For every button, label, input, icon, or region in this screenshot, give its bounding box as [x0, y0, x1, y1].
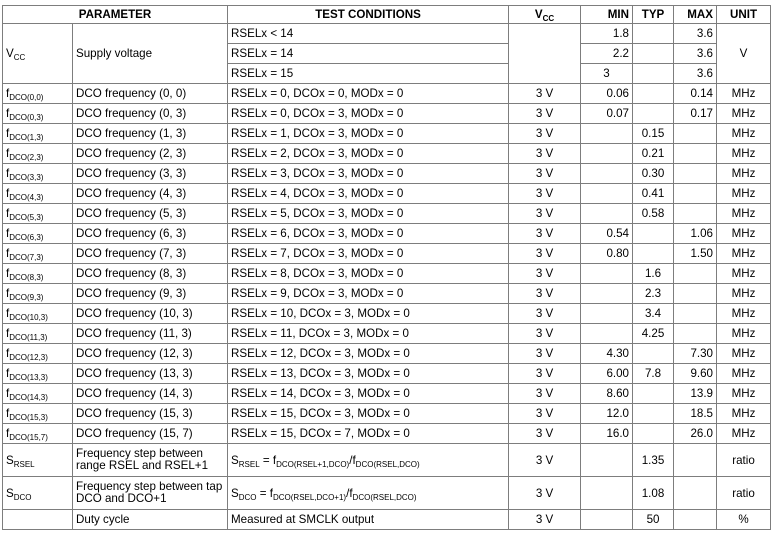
- dco-unit-cell: MHz: [717, 264, 771, 284]
- header-min: MIN: [581, 6, 633, 24]
- dco-symbol-cell: $f_{DCO(13,3)}$: [3, 364, 73, 384]
- vcc-condition-1: RSELx < 14: [228, 24, 509, 44]
- dco-vcc-cell: 3 V: [509, 164, 581, 184]
- dco-max-cell: [674, 324, 717, 344]
- dco-unit-cell: MHz: [717, 284, 771, 304]
- dco-typ-cell: 1.6: [633, 264, 674, 284]
- dco-vcc-cell: 3 V: [509, 144, 581, 164]
- dco-conditions-cell: RSELx = 15, DCOx = 3, MODx = 0: [228, 404, 509, 424]
- dco-unit-cell: MHz: [717, 244, 771, 264]
- dco-parameter-cell: DCO frequency (2, 3): [73, 144, 228, 164]
- dco-vcc-cell: 3 V: [509, 244, 581, 264]
- header-typ: TYP: [633, 6, 674, 24]
- srsel-row: [3, 444, 771, 477]
- duty-min: [581, 510, 633, 530]
- dco-conditions-cell: RSELx = 6, DCOx = 3, MODx = 0: [228, 224, 509, 244]
- dco-symbol-cell: $f_{DCO(11,3)}$: [3, 324, 73, 344]
- dco-min-cell: [581, 144, 633, 164]
- dco-row: [3, 364, 771, 384]
- srsel-condition: $S_{RSEL} = f_{DCO(RSEL+1,DCO)}/f_{DCO(RSEL,DCO)}$: [228, 444, 509, 477]
- dco-parameter-cell: DCO frequency (15, 7): [73, 424, 228, 444]
- dco-unit-cell: MHz: [717, 224, 771, 244]
- sdco-unit: ratio: [717, 477, 771, 510]
- vcc-typ-2: [633, 44, 674, 64]
- dco-unit-cell: MHz: [717, 304, 771, 324]
- vcc-row-1: [3, 24, 771, 44]
- dco-max-cell: 9.60: [674, 364, 717, 384]
- dco-min-cell: 16.0: [581, 424, 633, 444]
- dco-min-cell: [581, 284, 633, 304]
- vcc-max-1: 3.6: [674, 24, 717, 44]
- dco-parameter-cell: DCO frequency (9, 3): [73, 284, 228, 304]
- duty-parameter: Duty cycle: [73, 510, 228, 530]
- dco-typ-cell: 0.30: [633, 164, 674, 184]
- dco-max-cell: [674, 124, 717, 144]
- dco-conditions-cell: RSELx = 14, DCOx = 3, MODx = 0: [228, 384, 509, 404]
- dco-symbol-cell: $f_{DCO(3,3)}$: [3, 164, 73, 184]
- sdco-condition: $S_{DCO} = f_{DCO(RSEL,DCO+1)}/f_{DCO(RSEL,DCO)}$: [228, 477, 509, 510]
- dco-vcc-cell: 3 V: [509, 424, 581, 444]
- srsel-typ: 1.35: [633, 444, 674, 477]
- dco-max-cell: 18.5: [674, 404, 717, 424]
- dco-vcc-cell: 3 V: [509, 304, 581, 324]
- dco-symbol-cell: $f_{DCO(5,3)}$: [3, 204, 73, 224]
- dco-max-cell: [674, 284, 717, 304]
- dco-min-cell: 0.06: [581, 84, 633, 104]
- dco-conditions-cell: RSELx = 10, DCOx = 3, MODx = 0: [228, 304, 509, 324]
- vcc-unit: V: [717, 24, 771, 84]
- dco-row: [3, 204, 771, 224]
- dco-min-cell: [581, 164, 633, 184]
- dco-parameter-cell: DCO frequency (6, 3): [73, 224, 228, 244]
- sdco-vcc: 3 V: [509, 477, 581, 510]
- dco-vcc-cell: 3 V: [509, 344, 581, 364]
- dco-conditions-cell: RSELx = 2, DCOx = 3, MODx = 0: [228, 144, 509, 164]
- dco-symbol-cell: $f_{DCO(0,0)}$: [3, 84, 73, 104]
- dco-min-cell: 8.60: [581, 384, 633, 404]
- dco-symbol-cell: $f_{DCO(8,3)}$: [3, 264, 73, 284]
- dco-symbol-cell: $f_{DCO(10,3)}$: [3, 304, 73, 324]
- dco-min-cell: 4.30: [581, 344, 633, 364]
- vcc-condition-2: RSELx = 14: [228, 44, 509, 64]
- dco-symbol-cell: $f_{DCO(9,3)}$: [3, 284, 73, 304]
- dco-parameter-cell: DCO frequency (1, 3): [73, 124, 228, 144]
- dco-symbol-cell: $f_{DCO(15,7)}$: [3, 424, 73, 444]
- srsel-vcc: 3 V: [509, 444, 581, 477]
- dco-conditions-cell: RSELx = 11, DCOx = 3, MODx = 0: [228, 324, 509, 344]
- dco-max-cell: [674, 164, 717, 184]
- dco-row: [3, 104, 771, 124]
- srsel-max: [674, 444, 717, 477]
- dco-typ-cell: [633, 244, 674, 264]
- vcc-symbol: $V_{CC}$: [3, 24, 73, 84]
- vcc-parameter: Supply voltage: [73, 24, 228, 84]
- dco-unit-cell: MHz: [717, 124, 771, 144]
- dco-vcc-cell: 3 V: [509, 84, 581, 104]
- dco-unit-cell: MHz: [717, 324, 771, 344]
- dco-vcc-cell: 3 V: [509, 204, 581, 224]
- dco-max-cell: [674, 264, 717, 284]
- duty-max: [674, 510, 717, 530]
- dco-vcc-cell: 3 V: [509, 104, 581, 124]
- dco-unit-cell: MHz: [717, 164, 771, 184]
- dco-typ-cell: [633, 384, 674, 404]
- vcc-max-3: 3.6: [674, 64, 717, 84]
- dco-symbol-cell: $f_{DCO(0,3)}$: [3, 104, 73, 124]
- header-row: [3, 6, 771, 24]
- dco-min-cell: [581, 204, 633, 224]
- srsel-parameter: Frequency step between range RSEL and RSEL+1: [73, 444, 228, 477]
- dco-max-cell: 1.50: [674, 244, 717, 264]
- dco-typ-cell: 0.41: [633, 184, 674, 204]
- dco-symbol-cell: $f_{DCO(7,3)}$: [3, 244, 73, 264]
- duty-typ: 50: [633, 510, 674, 530]
- dco-unit-cell: MHz: [717, 104, 771, 124]
- dco-unit-cell: MHz: [717, 424, 771, 444]
- dco-vcc-cell: 3 V: [509, 184, 581, 204]
- sdco-max: [674, 477, 717, 510]
- dco-typ-cell: 0.15: [633, 124, 674, 144]
- dco-conditions-cell: RSELx = 9, DCOx = 3, MODx = 0: [228, 284, 509, 304]
- dco-parameter-cell: DCO frequency (0, 0): [73, 84, 228, 104]
- dco-row: [3, 384, 771, 404]
- dco-unit-cell: MHz: [717, 364, 771, 384]
- duty-condition: Measured at SMCLK output: [228, 510, 509, 530]
- dco-max-cell: [674, 144, 717, 164]
- dco-unit-cell: MHz: [717, 404, 771, 424]
- sdco-parameter: Frequency step between tap DCO and DCO+1: [73, 477, 228, 510]
- sdco-min: [581, 477, 633, 510]
- vcc-typ-3: [633, 64, 674, 84]
- dco-typ-cell: [633, 224, 674, 244]
- dco-conditions-cell: RSELx = 13, DCOx = 3, MODx = 0: [228, 364, 509, 384]
- dco-typ-cell: [633, 404, 674, 424]
- dco-typ-cell: [633, 424, 674, 444]
- sdco-typ: 1.08: [633, 477, 674, 510]
- sdco-row: [3, 477, 771, 510]
- dco-symbol-cell: $f_{DCO(2,3)}$: [3, 144, 73, 164]
- dco-min-cell: [581, 324, 633, 344]
- dco-min-cell: [581, 264, 633, 284]
- srsel-min: [581, 444, 633, 477]
- dco-row: [3, 124, 771, 144]
- dco-typ-cell: [633, 84, 674, 104]
- dco-typ-cell: 0.21: [633, 144, 674, 164]
- dco-parameter-cell: DCO frequency (3, 3): [73, 164, 228, 184]
- dco-conditions-cell: RSELx = 3, DCOx = 3, MODx = 0: [228, 164, 509, 184]
- dco-conditions-cell: RSELx = 8, DCOx = 3, MODx = 0: [228, 264, 509, 284]
- dco-min-cell: 0.54: [581, 224, 633, 244]
- dco-parameter-cell: DCO frequency (5, 3): [73, 204, 228, 224]
- dco-row: [3, 224, 771, 244]
- dco-vcc-cell: 3 V: [509, 404, 581, 424]
- dco-parameter-cell: DCO frequency (10, 3): [73, 304, 228, 324]
- dco-max-cell: 13.9: [674, 384, 717, 404]
- vcc-vcc-cell: [509, 24, 581, 84]
- srsel-unit: ratio: [717, 444, 771, 477]
- dco-vcc-cell: 3 V: [509, 324, 581, 344]
- dco-typ-cell: 7.8: [633, 364, 674, 384]
- dco-max-cell: 0.14: [674, 84, 717, 104]
- dco-max-cell: 1.06: [674, 224, 717, 244]
- duty-symbol: [3, 510, 73, 530]
- dco-symbol-cell: $f_{DCO(4,3)}$: [3, 184, 73, 204]
- dco-conditions-cell: RSELx = 0, DCOx = 3, MODx = 0: [228, 104, 509, 124]
- vcc-min-1: 1.8: [581, 24, 633, 44]
- dco-parameter-cell: DCO frequency (11, 3): [73, 324, 228, 344]
- dco-vcc-cell: 3 V: [509, 384, 581, 404]
- dco-min-cell: [581, 304, 633, 324]
- header-vcc: $V_{CC}$: [509, 6, 581, 24]
- dco-row: [3, 304, 771, 324]
- dco-vcc-cell: 3 V: [509, 284, 581, 304]
- dco-row: [3, 184, 771, 204]
- dco-typ-cell: 0.58: [633, 204, 674, 224]
- dco-symbol-cell: $f_{DCO(15,3)}$: [3, 404, 73, 424]
- duty-vcc: 3 V: [509, 510, 581, 530]
- dco-min-cell: 6.00: [581, 364, 633, 384]
- dco-min-cell: 0.07: [581, 104, 633, 124]
- dco-symbol-cell: $f_{DCO(6,3)}$: [3, 224, 73, 244]
- dco-typ-cell: [633, 344, 674, 364]
- dco-vcc-cell: 3 V: [509, 224, 581, 244]
- dco-row: [3, 284, 771, 304]
- dco-max-cell: [674, 204, 717, 224]
- dco-symbol-cell: $f_{DCO(12,3)}$: [3, 344, 73, 364]
- dco-max-cell: 7.30: [674, 344, 717, 364]
- dco-typ-cell: 3.4: [633, 304, 674, 324]
- dco-max-cell: 0.17: [674, 104, 717, 124]
- dco-parameter-cell: DCO frequency (14, 3): [73, 384, 228, 404]
- dco-parameter-cell: DCO frequency (4, 3): [73, 184, 228, 204]
- dco-symbol-cell: $f_{DCO(14,3)}$: [3, 384, 73, 404]
- dco-unit-cell: MHz: [717, 344, 771, 364]
- dco-min-cell: 12.0: [581, 404, 633, 424]
- dco-unit-cell: MHz: [717, 144, 771, 164]
- dco-symbol-cell: $f_{DCO(1,3)}$: [3, 124, 73, 144]
- dco-parameter-cell: DCO frequency (7, 3): [73, 244, 228, 264]
- dco-row: [3, 164, 771, 184]
- dco-row: [3, 244, 771, 264]
- dco-parameter-cell: DCO frequency (13, 3): [73, 364, 228, 384]
- dco-conditions-cell: RSELx = 0, DCOx = 0, MODx = 0: [228, 84, 509, 104]
- dco-parameter-cell: DCO frequency (15, 3): [73, 404, 228, 424]
- header-unit: UNIT: [717, 6, 771, 24]
- dco-unit-cell: MHz: [717, 204, 771, 224]
- dco-min-cell: [581, 184, 633, 204]
- dco-row: [3, 84, 771, 104]
- dco-min-cell: [581, 124, 633, 144]
- dco-min-cell: 0.80: [581, 244, 633, 264]
- vcc-max-2: 3.6: [674, 44, 717, 64]
- dco-max-cell: [674, 304, 717, 324]
- duty-unit: %: [717, 510, 771, 530]
- dco-row: [3, 144, 771, 164]
- header-max: MAX: [674, 6, 717, 24]
- dco-typ-cell: [633, 104, 674, 124]
- duty-row: [3, 510, 771, 530]
- vcc-min-2: 2.2: [581, 44, 633, 64]
- dco-unit-cell: MHz: [717, 84, 771, 104]
- dco-conditions-cell: RSELx = 7, DCOx = 3, MODx = 0: [228, 244, 509, 264]
- dco-vcc-cell: 3 V: [509, 124, 581, 144]
- dco-row: [3, 324, 771, 344]
- dco-parameter-cell: DCO frequency (8, 3): [73, 264, 228, 284]
- dco-row: [3, 424, 771, 444]
- dco-conditions-cell: RSELx = 1, DCOx = 3, MODx = 0: [228, 124, 509, 144]
- vcc-min-3: 3: [581, 64, 633, 84]
- dco-row: [3, 264, 771, 284]
- dco-unit-cell: MHz: [717, 184, 771, 204]
- dco-conditions-cell: RSELx = 4, DCOx = 3, MODx = 0: [228, 184, 509, 204]
- dco-vcc-cell: 3 V: [509, 364, 581, 384]
- sdco-symbol: $S_{DCO}$: [3, 477, 73, 510]
- header-parameter: PARAMETER: [3, 6, 228, 24]
- dco-unit-cell: MHz: [717, 384, 771, 404]
- srsel-symbol: $S_{RSEL}$: [3, 444, 73, 477]
- dco-row: [3, 404, 771, 424]
- dco-typ-cell: 4.25: [633, 324, 674, 344]
- dco-max-cell: 26.0: [674, 424, 717, 444]
- vcc-condition-3: RSELx = 15: [228, 64, 509, 84]
- header-test-conditions: TEST CONDITIONS: [228, 6, 509, 24]
- dco-row: [3, 344, 771, 364]
- dco-max-cell: [674, 184, 717, 204]
- dco-conditions-cell: RSELx = 5, DCOx = 3, MODx = 0: [228, 204, 509, 224]
- dco-vcc-cell: 3 V: [509, 264, 581, 284]
- dco-conditions-cell: RSELx = 15, DCOx = 7, MODx = 0: [228, 424, 509, 444]
- dco-typ-cell: 2.3: [633, 284, 674, 304]
- dco-parameter-cell: DCO frequency (0, 3): [73, 104, 228, 124]
- dco-conditions-cell: RSELx = 12, DCOx = 3, MODx = 0: [228, 344, 509, 364]
- vcc-typ-1: [633, 24, 674, 44]
- dco-parameter-cell: DCO frequency (12, 3): [73, 344, 228, 364]
- dco-characteristics-table: [2, 5, 771, 530]
